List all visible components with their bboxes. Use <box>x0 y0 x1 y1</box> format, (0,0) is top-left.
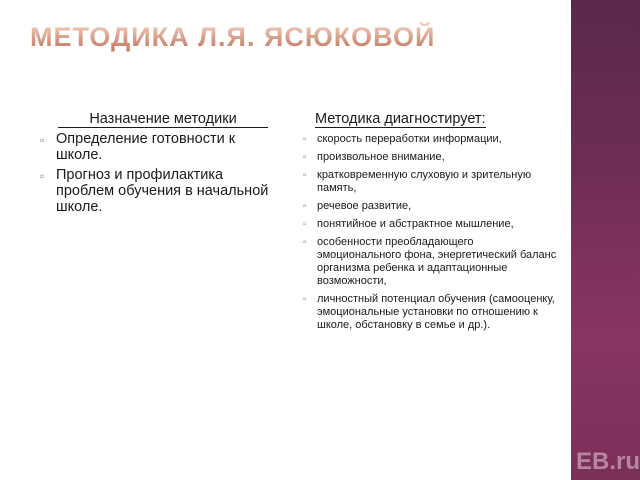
list-item <box>303 218 558 231</box>
list-item-text: кратковременную слуховую и зрительную память, <box>317 169 532 194</box>
watermark: EB.ru <box>575 448 640 475</box>
list-item-text: Прогноз и профилактика проблем обучения в начальной школе. <box>56 167 269 215</box>
right-column <box>303 110 558 337</box>
decorative-side-bar <box>571 0 640 480</box>
left-column <box>40 110 280 219</box>
list-item <box>303 236 558 288</box>
square-bullet-icon: ▫ <box>40 169 45 183</box>
list-item <box>40 131 280 163</box>
list-item-text: произвольное внимание, <box>317 151 445 163</box>
list-item-text: речевое развитие, <box>317 200 412 212</box>
list-item <box>40 167 280 215</box>
right-column-heading: Методика диагностирует: <box>315 111 486 127</box>
slide-title: МЕТОДИКА Л.Я. ЯСЮКОВОЙ <box>30 22 550 56</box>
list-item <box>303 169 558 195</box>
square-bullet-icon: ▫ <box>303 237 307 248</box>
right-bullet-list <box>303 133 558 332</box>
left-column-heading: Назначение методики <box>58 111 268 128</box>
left-bullet-list <box>40 131 280 215</box>
square-bullet-icon: ▫ <box>40 133 45 147</box>
list-item <box>303 133 558 146</box>
list-item-text: понятийное и абстрактное мышление, <box>317 218 514 230</box>
list-item-text: личностный потенциал обучения (самооценку, эмоциональные установки по отношению к школе, обстановку в семье и др.). <box>317 293 555 331</box>
list-item-text: особенности преобладающего эмоционального фона, энергетический баланс организма ребенка и адаптационные возможности, <box>317 236 557 287</box>
square-bullet-icon: ▫ <box>303 170 307 181</box>
list-item <box>303 293 558 332</box>
square-bullet-icon: ▫ <box>303 201 307 212</box>
square-bullet-icon: ▫ <box>303 134 307 145</box>
square-bullet-icon: ▫ <box>303 219 307 230</box>
square-bullet-icon: ▫ <box>303 152 307 163</box>
list-item-text: Определение готовности к школе. <box>56 131 236 163</box>
square-bullet-icon: ▫ <box>303 294 307 305</box>
list-item <box>303 151 558 164</box>
list-item <box>303 200 558 213</box>
list-item-text: скорость переработки информации, <box>317 133 502 145</box>
